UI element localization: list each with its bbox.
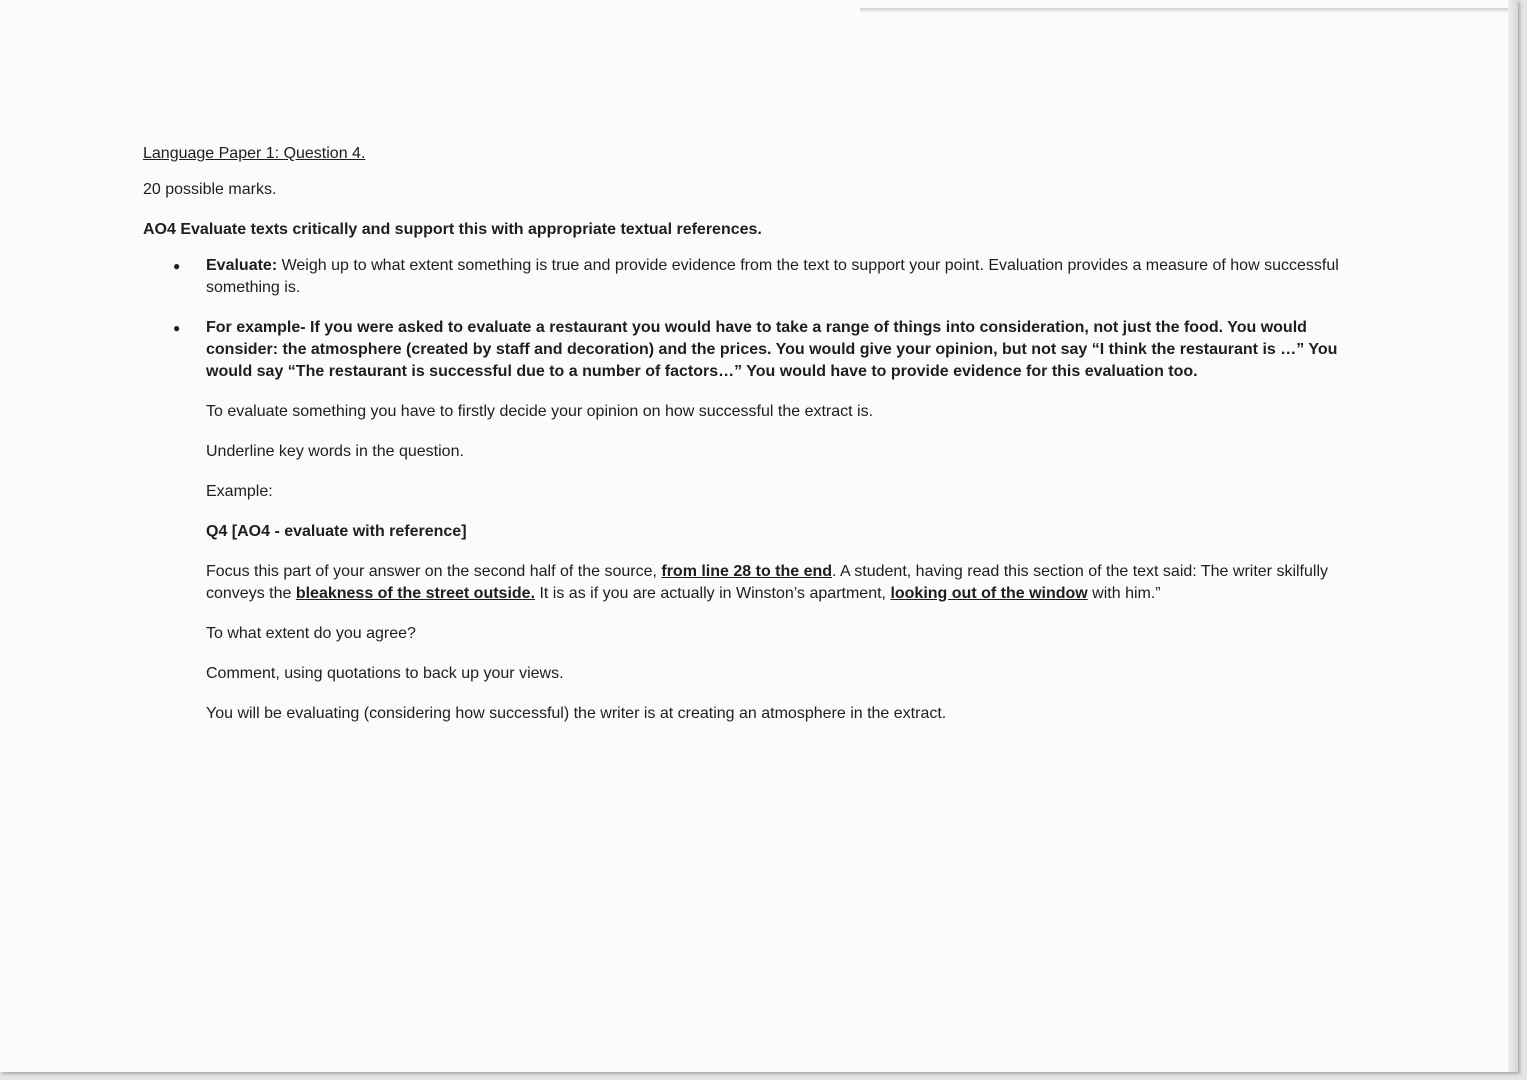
document-heading: Language Paper 1: Question 4. — [143, 145, 366, 162]
question-part-3: It is as if you are actually in Winston’s apartment, — [535, 585, 891, 602]
possible-marks: 20 possible marks. — [143, 181, 277, 198]
closing-note: You will be evaluating (considering how successful) the writer is at creating an atmosphere in the extract. — [206, 705, 947, 722]
prompt-quotations: Comment, using quotations to back up your views. — [206, 665, 564, 682]
underlined-window: looking out of the window — [890, 585, 1088, 602]
prompt-agree: To what extent do you agree? — [206, 625, 416, 642]
underlined-line-range: from line 28 to the end — [661, 563, 833, 580]
restaurant-example: For example- If you were asked to evaluate a restaurant you would have to take a range of things into consideration, not just the food. You would consider: the atmosphere (created by staff and decoration) and the prices. You would give your opinion, but not say “I think the restaurant is …” You would say “The restaurant is successful due to a number of factors…” You would have to provide evidence for this evaluation too. — [206, 319, 1338, 380]
question-text — [143, 561, 1376, 605]
instruction-underline: Underline key words in the question. — [206, 443, 464, 460]
bullet-example — [143, 317, 1356, 383]
bullet-list — [143, 255, 1383, 383]
question-part-1: Focus this part of your answer on the second half of the source, — [206, 563, 662, 580]
bullet-evaluate — [143, 255, 1356, 299]
assessment-objective: AO4 Evaluate texts critically and support this with appropriate textual references. — [143, 221, 762, 238]
evaluate-label: Evaluate: — [206, 257, 278, 274]
evaluate-definition: Weigh up to what extent something is true and provide evidence from the text to support your point. Evaluation provides a measure of how successful something is. — [206, 257, 1339, 296]
bullet-dot-icon: ● — [173, 259, 181, 273]
instruction-decide-opinion: To evaluate something you have to firstly decide your opinion on how successful the extract is. — [206, 403, 874, 420]
question-label: Q4 [AO4 - evaluate with reference] — [206, 523, 467, 540]
bullet-dot-icon: ● — [173, 321, 181, 335]
document-body — [143, 143, 1383, 743]
question-part-4: with him.” — [1087, 585, 1161, 602]
underlined-bleakness: bleakness of the street outside. — [295, 585, 536, 602]
scan-edge-shadow — [860, 8, 1518, 13]
question-part-2: . A student, having read this section of the text said: The writer skilfully conveys the — [206, 563, 1329, 602]
example-label: Example: — [206, 483, 273, 500]
